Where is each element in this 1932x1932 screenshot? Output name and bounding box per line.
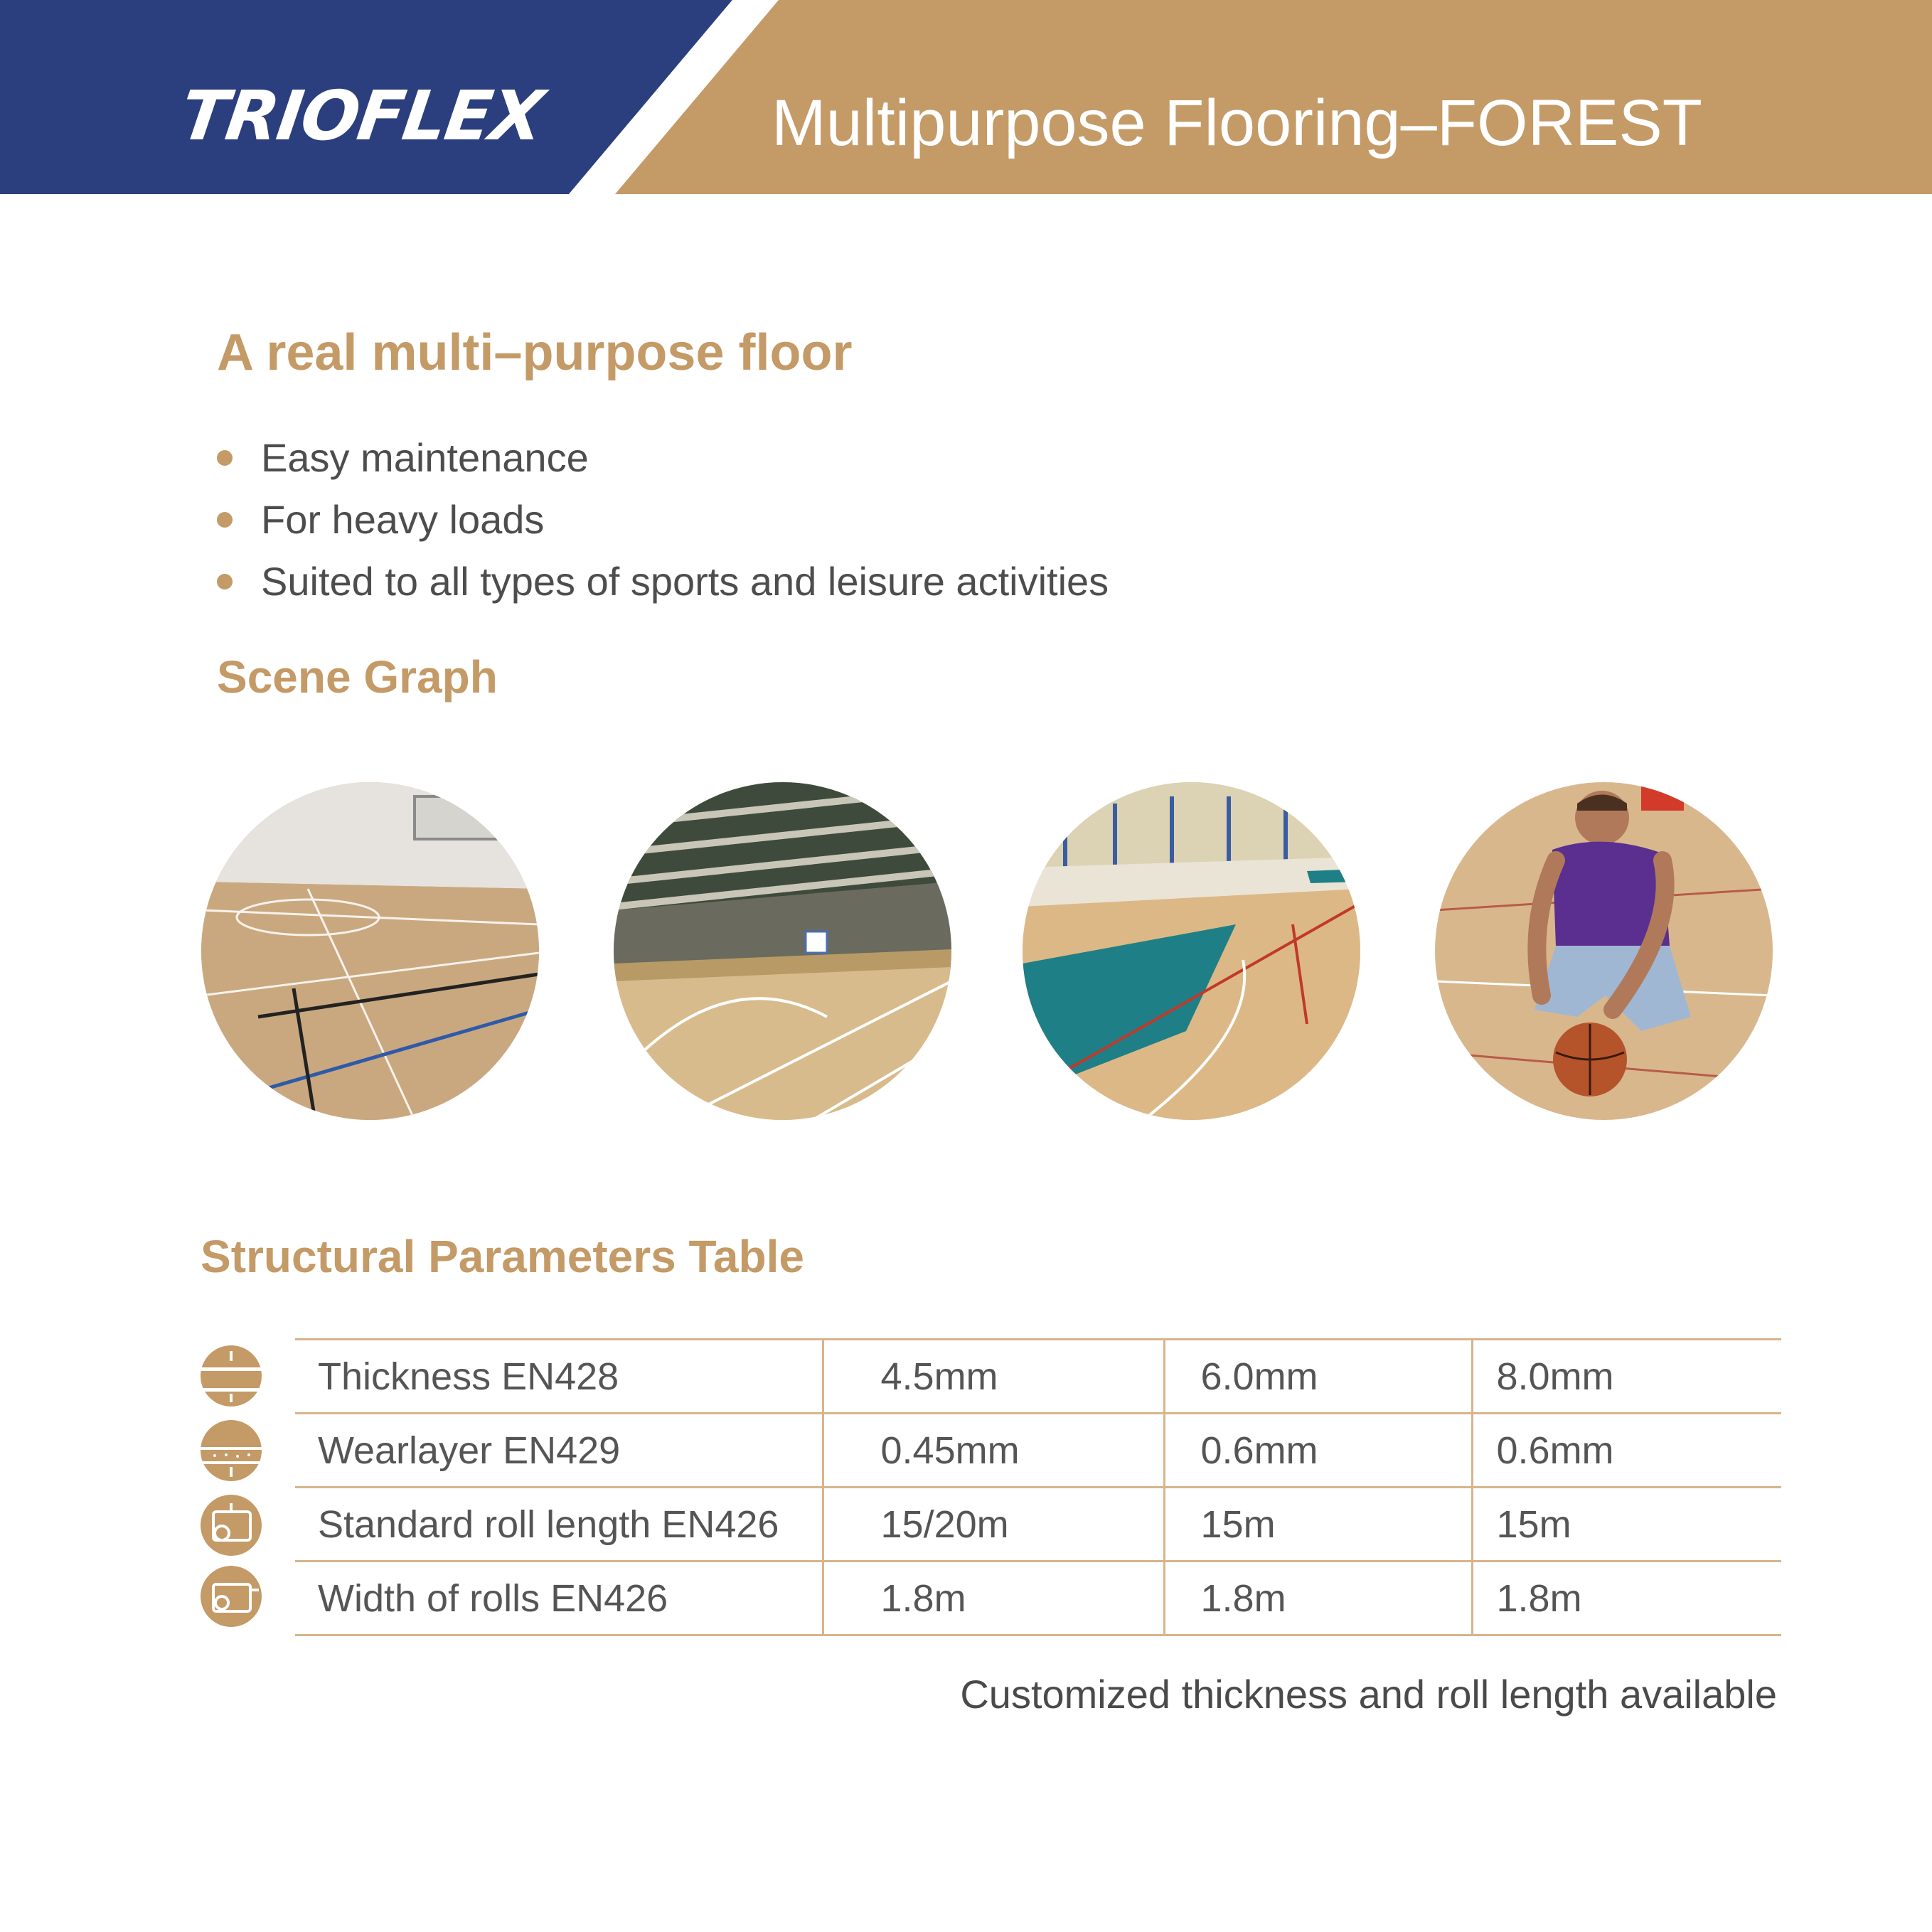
intro-heading: A real multi–purpose floor bbox=[217, 324, 853, 381]
cell-value: 4.5mm bbox=[823, 1340, 1164, 1414]
cell-value: 15/20m bbox=[823, 1488, 1164, 1562]
cell-value: 1.8m bbox=[823, 1562, 1164, 1635]
cell-value: 0.6mm bbox=[1164, 1414, 1472, 1488]
wearlayer-icon bbox=[199, 1419, 263, 1483]
table-row bbox=[295, 1488, 1781, 1562]
cell-value: 0.6mm bbox=[1472, 1414, 1781, 1488]
table-row bbox=[295, 1340, 1781, 1414]
cell-value: 15m bbox=[1164, 1488, 1472, 1562]
row-label: Width of rolls EN426 bbox=[295, 1562, 823, 1635]
sports-hall-photo bbox=[1023, 782, 1360, 1120]
scene-graph-heading: Scene Graph bbox=[217, 651, 498, 703]
feature-item: Easy maintenance bbox=[217, 427, 1109, 489]
feature-item: For heavy loads bbox=[217, 489, 1109, 550]
feature-item: Suited to all types of sports and leisure activities bbox=[217, 550, 1109, 612]
roll-length-icon bbox=[199, 1493, 263, 1557]
table-row bbox=[295, 1414, 1781, 1488]
scene-gallery bbox=[0, 782, 1932, 1120]
empty-court-photo bbox=[201, 782, 539, 1120]
parameters-table bbox=[295, 1338, 1781, 1636]
indoor-gym-photo bbox=[614, 782, 951, 1120]
row-label: Wearlayer EN429 bbox=[295, 1414, 823, 1488]
parameters-heading: Structural Parameters Table bbox=[201, 1231, 804, 1282]
brand-logo: TRIOFLEX bbox=[176, 76, 548, 156]
roll-width-icon bbox=[199, 1564, 263, 1628]
feature-list bbox=[217, 427, 1109, 612]
cell-value: 6.0mm bbox=[1164, 1340, 1472, 1414]
header-banner bbox=[0, 0, 1932, 194]
cell-value: 1.8m bbox=[1472, 1562, 1781, 1635]
basketball-player-photo bbox=[1435, 782, 1773, 1120]
row-label: Standard roll length EN426 bbox=[295, 1488, 823, 1562]
row-label: Thickness EN428 bbox=[295, 1340, 823, 1414]
thickness-icon bbox=[199, 1344, 263, 1408]
cell-value: 0.45mm bbox=[823, 1414, 1164, 1488]
cell-value: 8.0mm bbox=[1472, 1340, 1781, 1414]
customization-note: Customized thickness and roll length available bbox=[960, 1672, 1777, 1717]
page-title: Multipurpose Flooring–FOREST bbox=[772, 87, 1702, 159]
cell-value: 15m bbox=[1472, 1488, 1781, 1562]
table-row bbox=[295, 1562, 1781, 1635]
cell-value: 1.8m bbox=[1164, 1562, 1472, 1635]
